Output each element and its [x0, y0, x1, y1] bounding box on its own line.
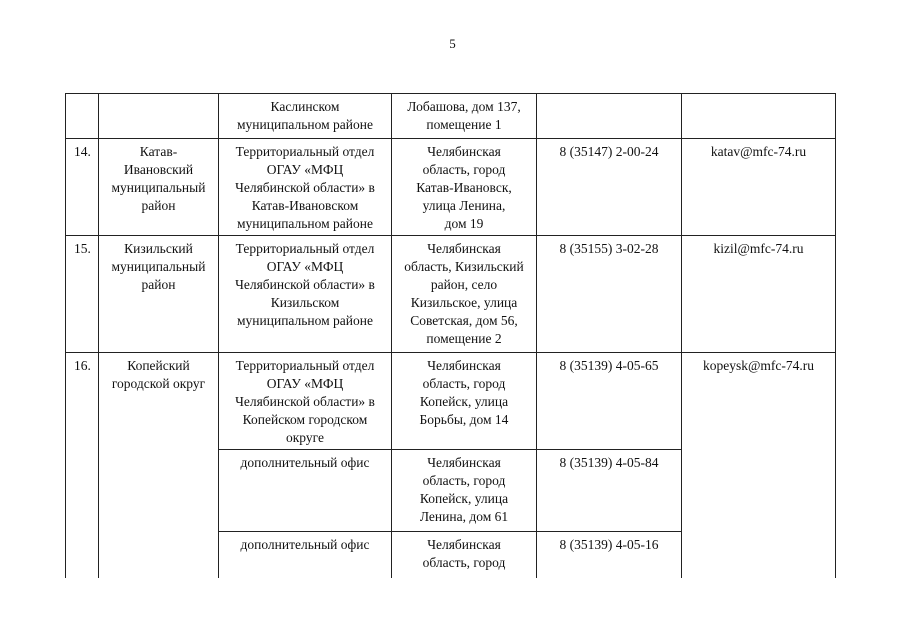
- address-cell: Челябинская область, город Копейск, улица Ленина, дом 61: [392, 450, 537, 532]
- email-cell: katav@mfc-74.ru: [682, 139, 836, 236]
- address-cell: Челябинская область, Кизильский район, село Кизильское, улица Советская, дом 56, помещение 2: [392, 236, 537, 353]
- office-name-cell: Территориальный отдел ОГАУ «МФЦ Челябинской области» в Катав-Ивановском муниципальном районе: [219, 139, 392, 236]
- table-row: [66, 353, 836, 450]
- table-row: [66, 139, 836, 236]
- phone-cell: 8 (35139) 4-05-84: [537, 450, 682, 532]
- mfc-offices-table: [65, 93, 836, 578]
- district-cell: Копейский городской округ: [99, 353, 219, 578]
- phone-cell: 8 (35139) 4-05-65: [537, 353, 682, 450]
- phone-cell: 8 (35147) 2-00-24: [537, 139, 682, 236]
- office-name-cell: дополнительный офис: [219, 532, 392, 578]
- table-row: [66, 94, 836, 139]
- office-name-cell: Территориальный отдел ОГАУ «МФЦ Челябинской области» в Кизильском муниципальном районе: [219, 236, 392, 353]
- address-cell: Челябинская область, город Копейск, улица Борьбы, дом 14: [392, 353, 537, 450]
- district-cell: [99, 94, 219, 139]
- email-cell: kizil@mfc-74.ru: [682, 236, 836, 353]
- address-cell: Лобашова, дом 137, помещение 1: [392, 94, 537, 139]
- row-number: [66, 94, 99, 139]
- phone-cell: [537, 94, 682, 139]
- office-name-cell: Территориальный отдел ОГАУ «МФЦ Челябинской области» в Копейском городском округе: [219, 353, 392, 450]
- address-cell: Челябинская область, город Катав-Ивановск, улица Ленина, дом 19: [392, 139, 537, 236]
- district-cell: Катав- Ивановский муниципальный район: [99, 139, 219, 236]
- row-number: 16.: [66, 353, 99, 578]
- email-cell: kopeysk@mfc-74.ru: [682, 353, 836, 578]
- district-cell: Кизильский муниципальный район: [99, 236, 219, 353]
- row-number: 14.: [66, 139, 99, 236]
- phone-cell: 8 (35139) 4-05-16: [537, 532, 682, 578]
- office-name-cell: дополнительный офис: [219, 450, 392, 532]
- page-number: 5: [449, 36, 456, 51]
- phone-cell: 8 (35155) 3-02-28: [537, 236, 682, 353]
- office-name-cell: Каслинском муниципальном районе: [219, 94, 392, 139]
- table-row: [66, 236, 836, 353]
- address-cell: Челябинская область, город: [392, 532, 537, 578]
- row-number: 15.: [66, 236, 99, 353]
- email-cell: [682, 94, 836, 139]
